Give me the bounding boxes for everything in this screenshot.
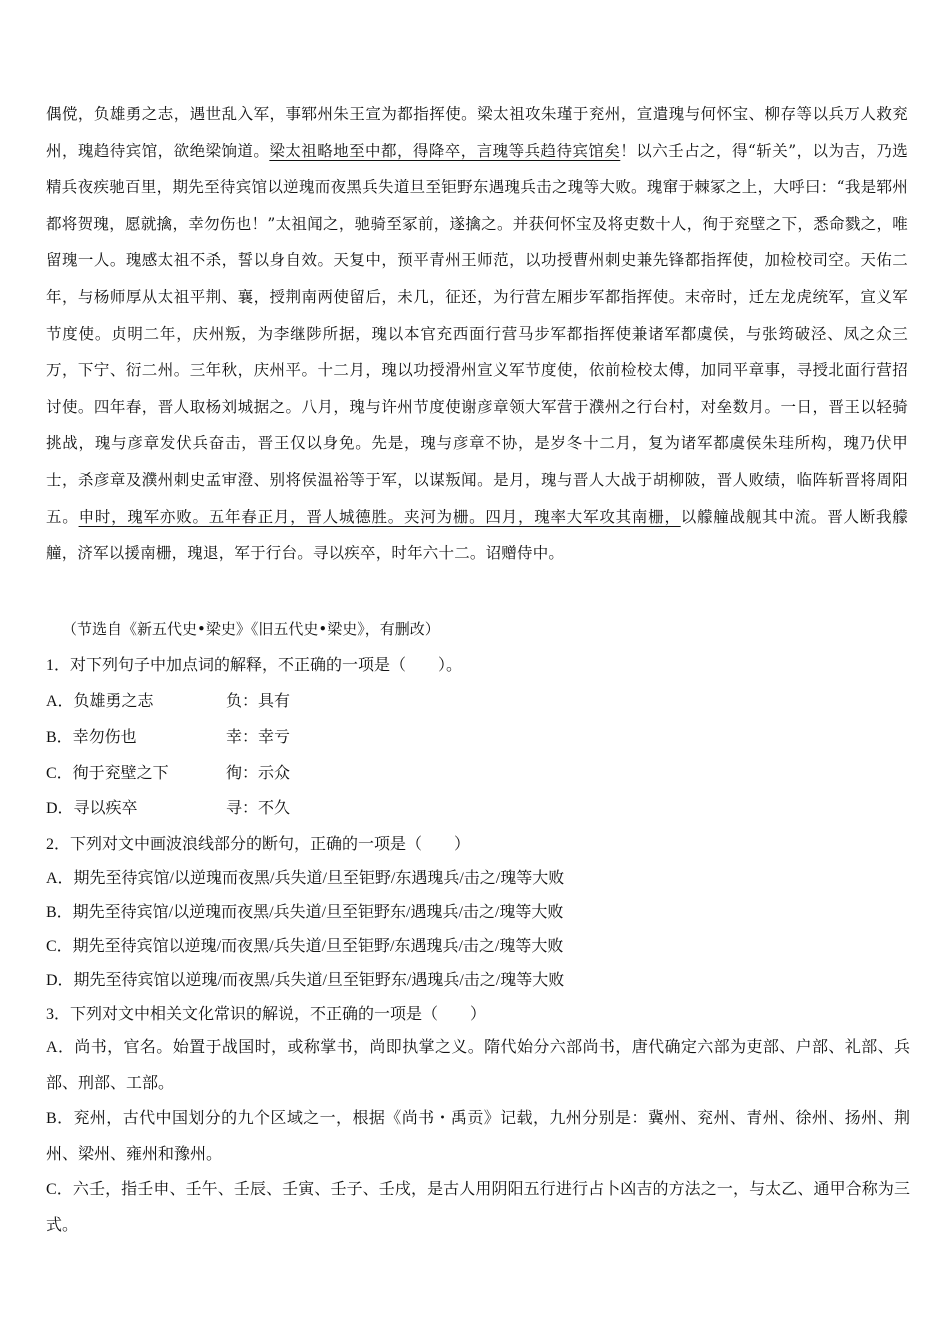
question-1-stem: 1．对下列句子中加点词的解释，不正确的一项是（ ）。 bbox=[46, 657, 463, 674]
question-3-stem: 3．下列对文中相关文化常识的解说，不正确的一项是（ ） bbox=[46, 1006, 487, 1023]
question-3-option-c: C．六壬，指壬申、壬午、壬辰、壬寅、壬子、壬戌，是古人用阴阳五行进行占卜凶吉的方法之一，与太乙、通甲合称为三式。 bbox=[46, 1181, 910, 1234]
source-citation: （节选自《新五代史•梁史》《旧五代史•梁史》，有删改） bbox=[62, 620, 440, 638]
classical-passage bbox=[46, 96, 908, 572]
passage-text-3: 以艨艟战舰其中流。晋人断我艨艟，济军以援南栅，瑰退，军于行台。寻以疾卒，时年六十二。诏赠侍中。 bbox=[46, 507, 909, 563]
passage-underlined-1: 梁太祖略地至中都，得降卒，言瑰等兵趋待宾馆矣 bbox=[269, 141, 621, 160]
question-1-option-a bbox=[46, 688, 908, 711]
option-text: D．寻以疾卒 bbox=[46, 800, 138, 817]
question-1-option-d bbox=[46, 795, 908, 818]
option-text: C．徇于兖壁之下 bbox=[46, 765, 169, 782]
passage-text-1: 偶傥，负雄勇之志，遇世乱入军，事郓州朱王宣为都指挥使。梁太祖攻朱瑾于兖州，宣遣瑰与何怀宝、柳存等以兵万人救兖州，瑰趋待宾馆，欲绝梁饷道。 bbox=[46, 105, 908, 160]
passage-underlined-2: 申时，瑰军亦败。五年春正月，晋人城德胜。夹河为栅。四月，瑰率大军攻其南栅， bbox=[78, 507, 681, 526]
question-2-option-c: C．期先至待宾馆以逆瑰/而夜黑/兵失道/旦至钜野/东遇瑰兵/击之/瑰等大败 bbox=[46, 938, 564, 955]
option-text: B．幸勿伤也 bbox=[46, 729, 137, 746]
question-2-option-d: D．期先至待宾馆以逆瑰/而夜黑/兵失道/旦至钜野东/遇瑰兵/击之/瑰等大败 bbox=[46, 972, 565, 989]
question-2-option-b: B．期先至待宾馆/以逆瑰而夜黑/兵失道/旦至钜野东/遇瑰兵/击之/瑰等大败 bbox=[46, 904, 564, 921]
question-1-option-b bbox=[46, 724, 908, 747]
passage-text-2: ！以六壬占之，得“斩关”，以为吉，乃选精兵夜疾驰百里，期先至待宾馆以逆瑰而夜黑兵失道旦至钜野东遇瑰兵击之瑰等大败。瑰窜于棘冢之上，大呼曰：“我是郓州都将贺瑰，愿就擒，幸勿伤也！”太祖闻之，驰骑至冢前，遂擒之。并获何怀宝及将吏数十人，徇于兖壁之下，悉命戮之，唯留瑰一人。瑰感太祖不杀，誓以身自效。天复中，预平青州王师范，以功授曹州刺史兼先锋都指挥使，加检校司空。天佑二年，与杨师厚从太祖平荆、襄，授荆南两使留后，未几，征还，为行营左厢步军都指挥使。末帝时，迁左龙虎统军，宣义军节度使。贞明二年，庆州叛，为李继陟所据，瑰以本官充西面行营马步军都指挥使兼诸军都虞侯，与张筠破泾、凤之众三万，下宁、衍二州。三年秋，庆州平。十二月，瑰以功授滑州宣义军节度使，依前检校太傅，加同平章事，寻授北面行营招讨使。四年春，晋人取杨刘城据之。八月，瑰与许州节度使谢彦章领大军营于濮州之行台村，对垒数月。一日，晋王以轻骑挑战，瑰与彦章发伏兵奋击，晋王仅以身免。先是，瑰与彦章不协，是岁冬十二月，复为诸军都虞侯朱珪所构，瑰乃伏甲士，杀彦章及濮州刺史孟审澄、别将侯温裕等于军，以谋叛闻。是月，瑰与晋人大战于胡柳陂，晋人败绩，临阵斩晋将周阳五。 bbox=[46, 141, 908, 526]
option-gloss: 寻：不久 bbox=[226, 800, 291, 817]
question-3-option-a: A．尚书，官名。始置于战国时，或称掌书，尚即执掌之义。隋代始分六部尚书，唐代确定六部为吏部、户部、礼部、兵部、刑部、工部。 bbox=[46, 1039, 910, 1092]
question-3-option-b: B．兖州，古代中国划分的九个区域之一，根据《尚书・禹贡》记载，九州分别是：冀州、兖州、青州、徐州、扬州、荆州、梁州、雍州和豫州。 bbox=[46, 1110, 910, 1163]
option-gloss: 徇：示众 bbox=[226, 765, 291, 782]
option-text: A．负雄勇之志 bbox=[46, 693, 154, 710]
option-gloss: 负：具有 bbox=[226, 693, 291, 710]
question-2-stem: 2．下列对文中画波浪线部分的断句，正确的一项是（ ） bbox=[46, 836, 471, 853]
question-2-option-a: A．期先至待宾馆/以逆瑰而夜黑/兵失道/旦至钜野/东遇瑰兵/击之/瑰等大败 bbox=[46, 870, 565, 887]
option-gloss: 幸：幸亏 bbox=[226, 729, 291, 746]
question-1-option-c bbox=[46, 760, 908, 783]
